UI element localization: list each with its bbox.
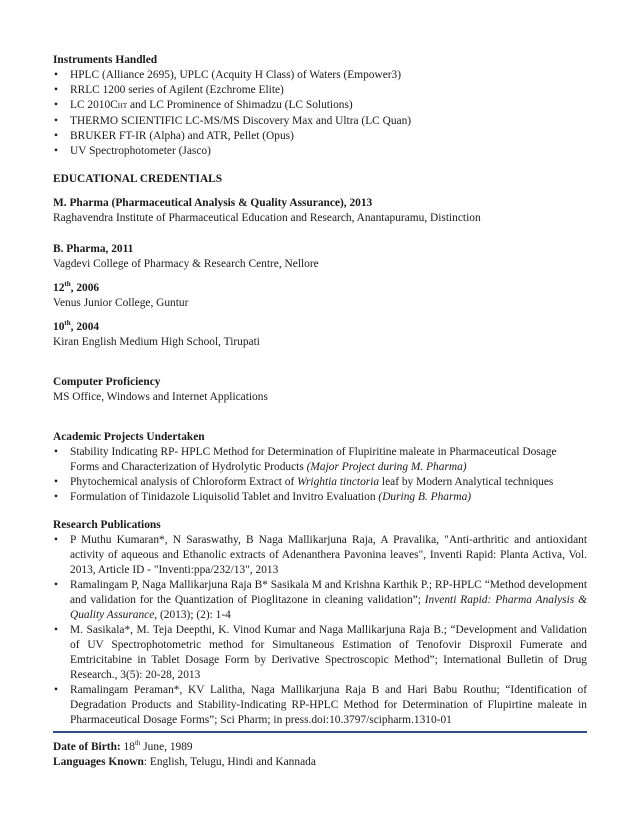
pub-tail: (2013); (2): 1-4 [157,609,231,621]
project-text-after: leaf by Modern Analytical techniques [379,476,554,488]
projects-heading: Academic Projects Undertaken [53,431,205,443]
mpharma-institute: Raghavendra Institute of Pharmaceutical Education and Research, Anantapuramu, Distinction [53,212,481,224]
list-item: • RRLC 1200 series of Agilent (Ezchrome Elite) [53,83,587,98]
list-item [53,490,587,505]
list-item [53,578,587,623]
twelfth-num: 12 [53,282,65,294]
bpharma-institute: Vagdevi College of Pharmacy & Research Centre, Nellore [53,258,319,270]
education-heading: EDUCATIONAL CREDENTIALS [53,173,223,185]
publications-list [53,533,587,728]
list-item: • P Muthu Kumaran*, N Saraswathy, B Naga Mallikarjuna Raja, A Pravalika, "Anti-arthritic and antioxidant activity of aqueous and Ethanolic extracts of Adenanthera Pavonina leaves", Inventi Rapid: Planta Activa, Vol. 2013, Article ID - "Inventi:ppa/232/13", 2013 [53,533,587,578]
tenth-num: 10 [53,321,65,333]
twelfth-sup: th [64,280,71,289]
project-text: Phytochemical analysis of Chloroform Extract of [70,476,298,488]
tenth-institute: Kiran English Medium High School, Tirupati [53,336,260,348]
languages-known [53,755,587,770]
projects-list [53,445,587,505]
dob-rest: June, 1989 [140,741,193,753]
project-text: Formulation of Tinidazole Liquisolid Tablet and Invitro Evaluation [70,491,379,503]
lang-label: Languages Known [53,756,144,768]
twelfth-year: , 2006 [70,282,100,294]
lc-prefix: LC 2010C [70,99,118,111]
instruments-heading: Instruments Handled [53,54,158,66]
bpharma-title: B. Pharma, 2011 [53,243,134,255]
pub-journal: Inventi Rapid: Pharma Analysis & Quality Assurance, [70,594,587,621]
tenth-year: , 2004 [70,321,100,333]
mpharma-title: M. Pharma (Pharmaceutical Analysis & Quality Assurance), 2013 [53,197,373,209]
date-of-birth [53,740,587,755]
project-text: Stability Indicating RP- HPLC Method for Determination of Flupiritine maleate in Pharmaceutical Dosage Forms and Characterization of Hydrolytic Products [70,446,557,473]
twelfth-title [53,281,587,296]
tenth-sup: th [64,319,71,328]
computer-heading: Computer Proficiency [53,376,161,388]
project-species: Wrightia tinctoria [297,476,380,488]
dob-day: 18 [120,741,135,753]
tenth-title [53,320,587,335]
list-item [53,475,587,490]
lc-small: HT [117,102,128,110]
project-note: (During B. Pharma) [378,491,472,503]
publications-heading: Research Publications [53,519,161,531]
list-item: • Ramalingam Peraman*, KV Lalitha, Naga Mallikarjuna Raja B and Hari Babu Routhu; “Identification of Degradation Products and Stability-Indicating RP-HPLC Method for Determination of Flupirtine maleate in Pharmaceutical Dosage Forms”; Sci Pharm; in press.doi:10.3797/scipharm.1310-01 [53,683,587,728]
list-item: • UV Spectrophotometer (Jasco) [53,144,587,159]
list-item: • HPLC (Alliance 2695), UPLC (Acquity H Class) of Waters (Empower3) [53,68,587,83]
resume-page [53,53,587,770]
lang-value: : English, Telugu, Hindi and Kannada [143,756,316,768]
dob-label: Date of Birth: [53,741,121,753]
instruments-list [53,68,587,159]
lc-suffix: and LC Prominence of Shimadzu (LC Solutions) [127,99,353,111]
twelfth-institute: Venus Junior College, Guntur [53,297,189,309]
list-item: • M. Sasikala*, M. Teja Deepthi, K. Vinod Kumar and Naga Mallikarjuna Raja B.; “Development and Validation of UV Spectrophotometric method for Simultaneous Estimation of Tenofovir Disproxil Fumerate and Emtricitabine in Tablet Dosage Form by Derivative Spectroscopic Method”; International Bulletin of Drug Research., 3(5): 20-28, 2013 [53,623,587,683]
list-item [53,98,587,114]
list-item: • BRUKER FT-IR (Alpha) and ATR, Pellet (Opus) [53,129,587,144]
dob-sup: th [134,739,141,748]
pub-text: Ramalingam P, Naga Mallikarjuna Raja B* Sasikala M and Krishna Karthik P.; RP-HPLC “Method development and validation for the Quantization of Pioglitazone in cleaning validation”; [70,579,587,606]
list-item [53,445,587,475]
project-note: (Major Project during M. Pharma) [306,461,467,473]
computer-text: MS Office, Windows and Internet Applications [53,391,268,403]
list-item: • THERMO SCIENTIFIC LC-MS/MS Discovery Max and Ultra (LC Quan) [53,114,587,129]
section-divider [53,731,587,733]
